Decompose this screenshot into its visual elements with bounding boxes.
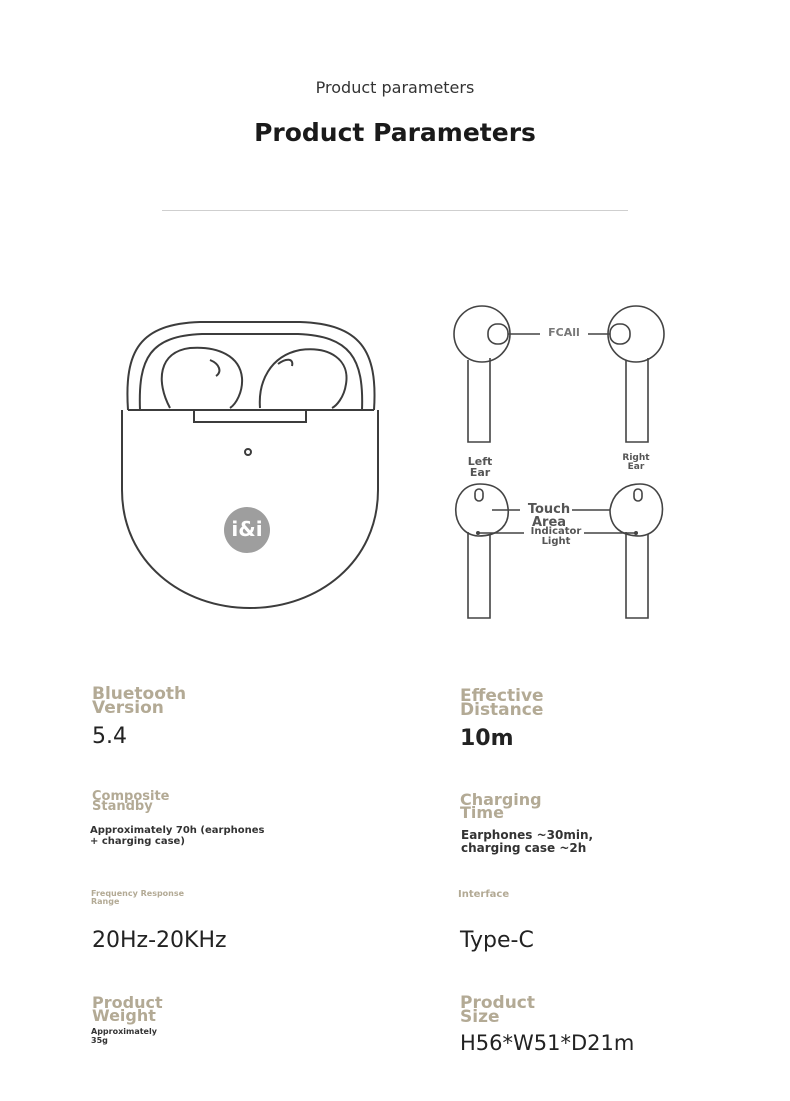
left-ear-label: Left Ear (467, 455, 493, 479)
param-value-composite-standby: Approximately 70h (earphones + charging case) (90, 825, 265, 847)
param-value-effective-distance: 10m (460, 726, 514, 751)
page-title: Product Parameters (254, 118, 536, 147)
param-label-charging-time: Charging Time (460, 790, 542, 822)
param-label-composite-standby: Composite Standby (92, 789, 170, 815)
charging-case-illustration (110, 300, 390, 620)
param-value-product-size: H56*W51*D21m (460, 1031, 635, 1055)
param-value-frequency-response: 20Hz-20KHz (92, 928, 227, 953)
param-value-product-weight: Approximately 35g (91, 1027, 157, 1045)
param-label-product-size: Product Size (460, 993, 535, 1027)
param-label-product-weight: Product Weight (92, 993, 163, 1025)
param-value-interface: Type-C (460, 928, 534, 953)
divider (162, 210, 628, 211)
indicator-light-label: Indicator Light (530, 526, 582, 547)
param-label-bluetooth-version: Bluetooth Version (92, 684, 187, 718)
right-ear-label: Right Ear (622, 453, 650, 472)
param-value-charging-time: Earphones ~30min, charging case ~2h (461, 828, 594, 855)
param-label-interface: Interface (458, 889, 510, 900)
param-label-frequency-response: Frequency Response Range (91, 889, 185, 907)
diagram-top-mark: FCAll (548, 326, 580, 339)
page-subtitle: Product parameters (315, 78, 475, 97)
case-logo-text: i&i (231, 517, 263, 541)
param-label-effective-distance: Effective Distance (460, 686, 544, 720)
touch-area-label: Touch Area (527, 502, 571, 530)
param-value-bluetooth-version: 5.4 (92, 724, 127, 749)
